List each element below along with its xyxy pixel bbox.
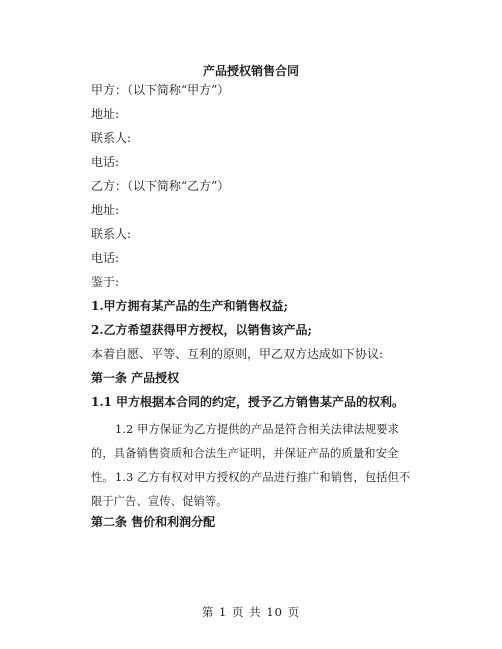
party-a-phone: 电话: — [91, 155, 120, 169]
party-b-address: 地址: — [91, 203, 120, 217]
article-1-heading: 第一条 产品授权 — [91, 371, 180, 385]
agreement-intro: 本着自愿、平等、互利的原则，甲乙双方达成如下协议: — [91, 347, 384, 361]
clause-1-1: 1.1 甲方根据本合同的约定，授予乙方销售某产品的权利。 — [91, 395, 405, 409]
article-2-heading: 第二条 售价和利润分配 — [91, 515, 216, 529]
party-b-phone: 电话: — [91, 251, 120, 265]
party-a-contact: 联系人: — [91, 131, 132, 145]
party-b-line: 乙方：（以下简称“乙方”） — [91, 179, 230, 193]
page-indicator: 第 1 页 共 10 页 — [201, 605, 301, 619]
recital-1: 1.甲方拥有某产品的生产和销售权益; — [91, 299, 288, 313]
whereas-label: 鉴于: — [91, 275, 120, 289]
clause-1-3: 1.3 乙方有权对甲方授权的产品进行推广和销售，包括但不限于广告、宣传、促销等。 — [91, 471, 411, 508]
document-title: 产品授权销售合同 — [202, 64, 299, 78]
party-b-contact: 联系人: — [91, 227, 132, 241]
recital-2: 2.乙方希望获得甲方授权，以销售该产品; — [91, 323, 312, 337]
clause-1-2: 1.2 甲方保证为乙方提供的产品是符合相关法律法规要求的，具备销售资质和合法生产证明，并保证产品的质量和安全性。 — [91, 423, 400, 484]
party-a-line: 甲方：（以下简称“甲方”） — [91, 83, 230, 97]
party-a-address: 地址: — [91, 107, 120, 121]
